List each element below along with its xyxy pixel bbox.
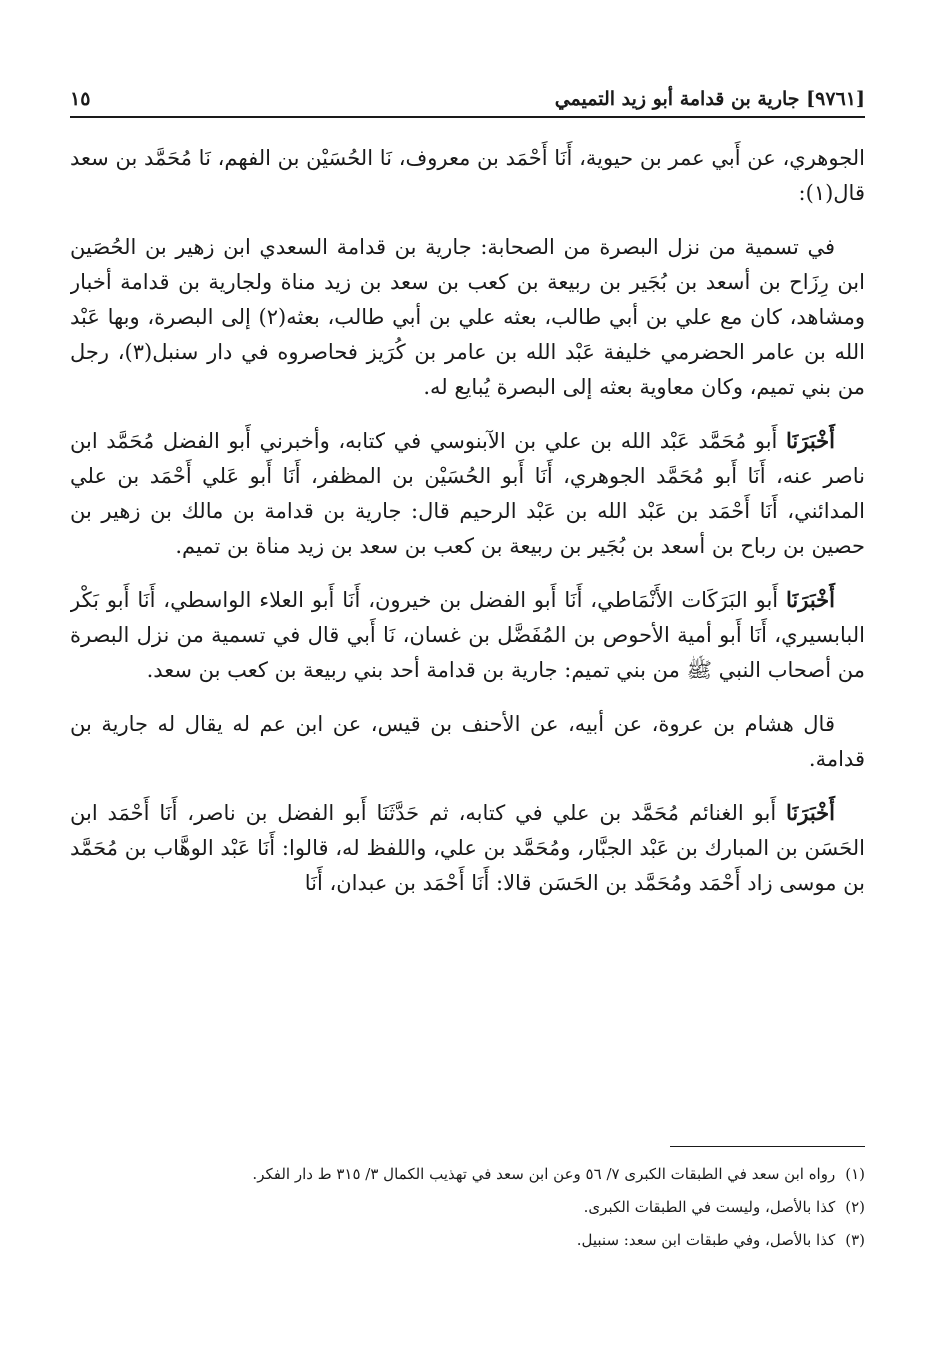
- running-title: [٩٧٦١] جارية بن قدامة أبو زيد التميمي: [554, 88, 865, 110]
- paragraph-lead: أَخْبَرَنَا: [786, 587, 835, 612]
- footnote-divider: [670, 1146, 865, 1147]
- main-text: [70, 140, 865, 1140]
- paragraph-lead: أَخْبَرَنَا: [786, 800, 835, 825]
- paragraph: [70, 706, 865, 777]
- footnote: [70, 1224, 865, 1257]
- footnote-number: (٢): [845, 1198, 865, 1216]
- paragraph: [70, 423, 865, 564]
- paragraph-text: أَبو البَرَكَات الأَنْمَاطي، أَنَا أَبو الفضل بن خيرون، أَنَا أَبو العلاء الواسطي، أَنَا أَبو بَكْر البابسيري، أَنَا أَبو أمية الأحوص بن المُفَضَّل بن غسان، نَا أَبي قال في تسمية من نزل البصرة من أصحاب النبي ﷺ من بني تميم: جارية بن قدامة أحد بني ربيعة بن كعب بن سعد.: [70, 588, 865, 682]
- footnote: [70, 1191, 865, 1224]
- paragraph-text: الجوهري، عن أَبي عمر بن حيوية، أَنَا أَحْمَد بن معروف، نَا الحُسَيْن بن الفهم، نَا مُحَمَّد بن سعد قال(١):: [70, 146, 865, 205]
- paragraph-text: أَبو مُحَمَّد عَبْد الله بن علي بن الآبنوسي في كتابه، وأخبرني أَبو الفضل مُحَمَّد ابن ناصر عنه، أَنَا أَبو مُحَمَّد الجوهري، أَنَا أَبو الحُسَيْن بن المظفر، أَنَا أَبو عَلي أَحْمَد بن علي المدائني، أَنَا أَحْمَد بن عَبْد الله بن عَبْد الرحيم قال: جارية بن قدامة بن مالك بن زهير بن حصين بن رباح بن أسعد بن بُجَير بن ربيعة بن كعب بن سعد بن زيد مناة بن تميم.: [70, 429, 865, 558]
- footnote-text: رواه ابن سعد في الطبقات الكبرى ٧/ ٥٦ وعن ابن سعد في تهذيب الكمال ٣/ ٣١٥ ط دار الفكر.: [252, 1165, 836, 1183]
- footnote-text: كذا بالأصل، وفي طبقات ابن سعد: سنبيل.: [576, 1231, 836, 1249]
- footnotes: [70, 1158, 865, 1308]
- paragraph: [70, 582, 865, 688]
- footnote-number: (٣): [845, 1231, 865, 1249]
- page-header: [70, 80, 865, 118]
- footnote: [70, 1158, 865, 1191]
- paragraph: [70, 795, 865, 901]
- paragraph-lead: أَخْبَرَنَا: [786, 428, 835, 453]
- footnote-number: (١): [845, 1165, 865, 1183]
- paragraph: [70, 229, 865, 405]
- paragraph-text: أَبو الغنائم مُحَمَّد بن علي في كتابه، ثم حَدَّثَنَا أَبو الفضل بن ناصر، أَنَا أَحْمَد ابن الحَسَن بن المبارك بن عَبْد الجبَّار، ومُحَمَّد بن علي، واللفظ له، قالوا: أَنَا عَبْد الوهَّاب بن مُحَمَّد بن موسى زاد أَحْمَد ومُحَمَّد بن الحَسَن قالا: أَنَا أَحْمَد بن عبدان، أَنَا: [70, 801, 865, 895]
- paragraph-text: قال هشام بن عروة، عن أبيه، عن الأحنف بن قيس، عن ابن عم له يقال له جارية بن قدامة.: [70, 712, 865, 771]
- footnote-text: كذا بالأصل، وليست في الطبقات الكبرى.: [583, 1198, 836, 1216]
- paragraph-text: في تسمية من نزل البصرة من الصحابة: جارية بن قدامة السعدي ابن زهير بن الحُصَين ابن رِزَاح بن أسعد بن بُجَير بن ربيعة بن كعب بن سعد بن زيد مناة ولجارية بن قدامة أخبار ومشاهد، كان مع علي بن أبي طالب، بعثه علي بن أبي طالب، بعثه(٢) إلى البصرة، وبها عَبْد الله بن عامر الحضرمي خليفة عَبْد الله بن عامر بن كُرَيز فحاصروه في دار سنبل(٣)، رجل من بني تميم، وكان معاوية بعثه إلى البصرة يُبايع له.: [70, 235, 865, 399]
- paragraph: [70, 140, 865, 211]
- page-number: ١٥: [70, 88, 91, 110]
